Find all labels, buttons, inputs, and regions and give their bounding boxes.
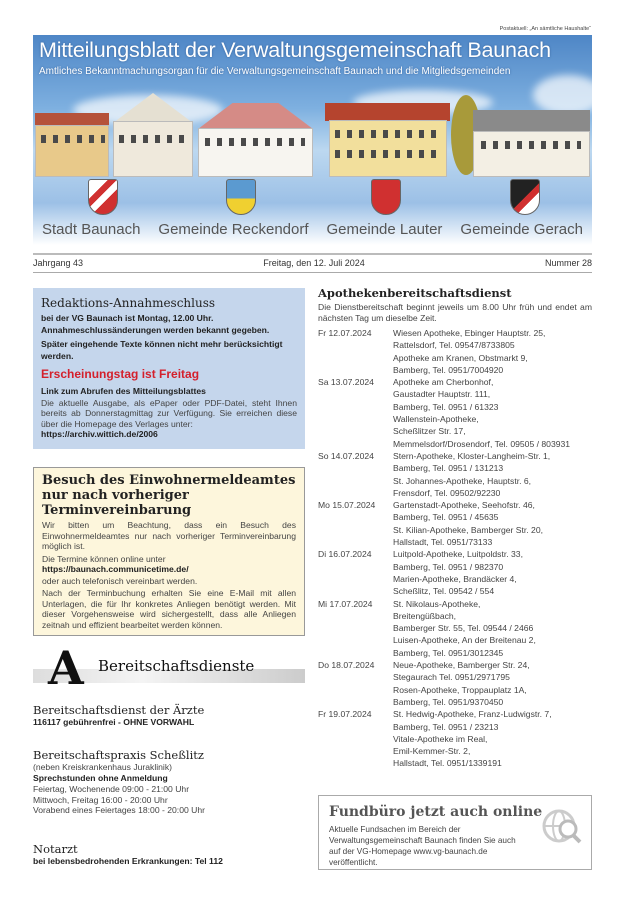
municipality-name: Gemeinde Reckendorf — [158, 221, 309, 238]
entry-line: Bamberg, Tel. 0951/3012345 — [393, 647, 504, 658]
registry-box — [33, 467, 305, 636]
entry-line: Hallstadt, Tel. 0951/1339191 — [393, 758, 502, 769]
practice-section — [33, 748, 305, 816]
entry-line: Bamberg, Tel. 0951 / 61323 — [393, 401, 499, 412]
deadline-note: Später eingehende Texte können nicht mehr berücksichtigt werden. — [41, 339, 283, 361]
entry-line: Bamberg, Tel. 0951/7004920 — [393, 364, 504, 375]
entry-line: St. Kilian-Apotheke, Bamberger Str. 20, — [393, 524, 543, 535]
doctors-line: 116117 gebührenfrei - OHNE VORWAHL — [33, 717, 195, 727]
deadline-text: bei der VG Baunach ist Montag, 12.00 Uhr. Annahmeschlussänderungen werden bekannt gegeben. — [41, 313, 270, 335]
pharmacy-entry — [318, 450, 592, 499]
entry-line: Memmelsdorf/Drosendorf, Tel. 09505 / 803931 — [393, 438, 571, 449]
deadline-title: Redaktions-Annahmeschluss — [41, 296, 216, 310]
archive-link[interactable]: https://archiv.wittich.de/2006 — [41, 429, 158, 439]
entry-date: Di 16.07.2024 — [318, 549, 372, 560]
entry-line: St. Hedwig-Apotheke, Franz-Ludwigstr. 7, — [393, 709, 552, 720]
pharmacy-entry — [318, 659, 592, 708]
entry-details — [393, 708, 552, 769]
pharmacy-title: Apothekenbereitschaftsdienst — [318, 286, 512, 300]
doctors-section — [33, 703, 305, 729]
registry-title: Besuch des Einwohnermeldeamtes nur nach vorheriger Terminvereinbarung — [42, 473, 296, 518]
registry-text: oder auch telefonisch vereinbart werden. — [42, 575, 198, 586]
volume: Jahrgang 43 — [33, 258, 84, 268]
entry-line: Bamberg, Tel. 0951 / 45635 — [393, 512, 499, 523]
registry-text: Nach der Terminbuchung erhalten Sie eine E-Mail mit allen Unterlagen, die für Ihr konkretes Anliegen benötigt werden. Mit dieser Vorgehensweise wird sichergestellt, dass alle Anliegen zeitnah und effizient bearbeitet werden können. — [42, 588, 296, 630]
entry-date: Mo 15.07.2024 — [318, 500, 376, 511]
practice-hours: Mittwoch, Freitag 16:00 - 20:00 Uhr — [33, 794, 168, 805]
registry-text: Wir bitten um Beachtung, dass ein Besuch des Einwohnermeldeamtes nur nach vorheriger Terminvereinbarung möglich ist. — [42, 520, 296, 551]
entry-line: Emil-Kemmer-Str. 2, — [393, 746, 471, 757]
municipality-name: Gemeinde Lauter — [326, 221, 443, 238]
issue-line — [33, 258, 592, 268]
link-text: Die aktuelle Ausgabe, als ePaper oder PDF-Datei, steht Ihnen bereits ab Donnerstagmittag zur Verfügung. Sie erreichen diese über die Homepage des Verlages unter: — [41, 397, 297, 429]
services-header — [33, 641, 305, 695]
link-title: Link zum Abrufen des Mitteilungsblattes — [41, 386, 206, 396]
entry-line: Stegaurach Tel. 0951/2971795 — [393, 672, 510, 683]
lost-found-title: Fundbüro jetzt auch online — [329, 804, 543, 820]
pharmacy-entry — [318, 548, 592, 597]
practice-bold: Sprechstunden ohne Anmeldung — [33, 772, 168, 783]
publication-day: Erscheinungstag ist Freitag — [41, 367, 200, 381]
entry-line: Luisen-Apotheke, An der Breitenau 2, — [393, 635, 536, 646]
entry-line: Scheßlitz, Tel. 09542 / 554 — [393, 586, 495, 597]
entry-line: Bamberg, Tel. 0951/9370450 — [393, 696, 504, 707]
services-title: Bereitschaftsdienste — [98, 657, 255, 675]
pharmacy-list — [318, 327, 592, 770]
entry-line: Wallenstein-Apotheke, — [393, 414, 479, 425]
entry-line: Apotheke am Cherbonhof, — [393, 377, 494, 388]
entry-details — [393, 499, 543, 548]
municipality-name: Gemeinde Gerach — [460, 221, 583, 238]
registry-text: Die Termine können online unter — [42, 553, 166, 564]
emergency-line: bei lebensbedrohenden Erkrankungen: Tel 112 — [33, 856, 223, 866]
entry-line: Wiesen Apotheke, Ebinger Hauptstr. 25, — [393, 328, 546, 338]
entry-line: Luitpold-Apotheke, Luitpoldstr. 33, — [393, 549, 523, 560]
emergency-title: Notarzt — [33, 842, 78, 856]
entry-date: Fr 19.07.2024 — [318, 709, 372, 720]
entry-line: St. Johannes-Apotheke, Hauptstr. 6, — [393, 475, 532, 486]
entry-details — [393, 376, 570, 450]
crest-reckendorf-icon — [226, 179, 256, 215]
municipality-names — [33, 221, 592, 239]
entry-line: Gartenstadt-Apotheke, Seehofstr. 46, — [393, 500, 535, 511]
divider — [33, 253, 592, 255]
entry-line: St. Nikolaus-Apotheke, — [393, 598, 481, 609]
entry-line: Frensdorf, Tel. 09502/92230 — [393, 487, 501, 498]
masthead-subtitle: Amtliches Bekanntmachungsorgan für die Verwaltungsgemeinschaft Baunach und die Mitgliedsgemeinden — [39, 66, 511, 77]
entry-details — [393, 327, 545, 376]
masthead-banner — [33, 35, 592, 245]
crest-gerach-icon — [510, 179, 540, 215]
pharmacy-intro: Die Dienstbereitschaft beginnt jeweils um 8.00 Uhr früh und endet am nächsten Tag um dieselbe Zeit. — [318, 302, 592, 323]
entry-line: Bamberger Str. 55, Tel. 09544 / 2466 — [393, 623, 534, 634]
practice-hours: Vorabend eines Feiertages 18:00 - 20:00 Uhr — [33, 805, 205, 815]
entry-line: Bamberg, Tel. 0951 / 23213 — [393, 721, 499, 732]
practice-title: Bereitschaftspraxis Scheßlitz — [33, 748, 204, 762]
entry-details — [393, 659, 530, 708]
pharmacy-entry — [318, 708, 592, 769]
entry-line: Stern-Apotheke, Kloster-Langheim-Str. 1, — [393, 450, 551, 461]
entry-details — [393, 450, 550, 499]
lost-found-box — [318, 795, 592, 870]
pharmacy-section — [318, 286, 592, 770]
crest-baunach-icon — [88, 179, 118, 215]
pharmacy-logo-icon: A — [48, 641, 84, 695]
pharmacy-entry — [318, 499, 592, 548]
entry-line: Breitengüßbach, — [393, 610, 457, 621]
deadline-box — [33, 288, 305, 449]
issue-number: Nummer 28 — [544, 258, 592, 268]
pharmacy-entry — [318, 598, 592, 659]
cloud — [533, 75, 592, 115]
entry-date: Fr 12.07.2024 — [318, 328, 372, 338]
entry-date: Mi 17.07.2024 — [318, 598, 373, 609]
practice-note: (neben Kreiskrankenhaus Juraklinik) — [33, 762, 173, 772]
pharmacy-entry — [318, 376, 592, 450]
entry-date: Do 18.07.2024 — [318, 660, 375, 671]
postal-note: Postaktuell: „An sämtliche Haushalte“ — [499, 26, 591, 32]
masthead-title: Mitteilungsblatt der Verwaltungsgemeinschaft Baunach — [39, 38, 551, 62]
entry-line: Gaustadter Hauptstr. 111, — [393, 389, 491, 400]
emergency-section — [33, 842, 305, 868]
pharmacy-entry — [318, 327, 592, 376]
municipality-name: Stadt Baunach — [42, 221, 141, 238]
divider — [33, 272, 592, 273]
entry-line: Bamberg, Tel. 0951 / 131213 — [393, 463, 504, 474]
practice-hours: Feiertag, Wochenende 09:00 - 21:00 Uhr — [33, 784, 190, 794]
entry-line: Neue-Apotheke, Bamberger Str. 24, — [393, 660, 530, 671]
doctors-title: Bereitschaftsdienst der Ärzte — [33, 703, 205, 717]
entry-line: Bamberg, Tel. 0951 / 982370 — [393, 561, 504, 572]
entry-details — [393, 598, 536, 659]
issue-date: Freitag, den 12. Juli 2024 — [263, 258, 365, 268]
crest-lauter-icon — [371, 179, 401, 215]
entry-line: Rosen-Apotheke, Troppauplatz 1A, — [393, 684, 527, 695]
entry-date: Sa 13.07.2024 — [318, 377, 374, 388]
entry-line: Scheßlitzer Str. 17, — [393, 426, 466, 437]
entry-details — [393, 548, 523, 597]
booking-link[interactable]: https://baunach.communicetime.de/ — [42, 564, 189, 574]
lost-found-text: Aktuelle Fundsachen im Bereich der Verwaltungsgemeinschaft Baunach finden Sie auch auf der VG-Homepage www.vg-baunach.de veröffentlicht. — [329, 825, 516, 867]
entry-line: Hallstadt, Tel. 0951/73133 — [393, 537, 493, 548]
entry-line: Apotheke am Kranen, Obstmarkt 9, — [393, 352, 528, 363]
entry-line: Rattelsdorf, Tel. 09547/8733805 — [393, 340, 515, 351]
entry-line: Vitale-Apotheke im Real, — [393, 733, 488, 744]
globe-search-icon — [541, 806, 583, 848]
entry-date: So 14.07.2024 — [318, 450, 374, 461]
entry-line: Marien-Apotheke, Brandäcker 4, — [393, 573, 517, 584]
